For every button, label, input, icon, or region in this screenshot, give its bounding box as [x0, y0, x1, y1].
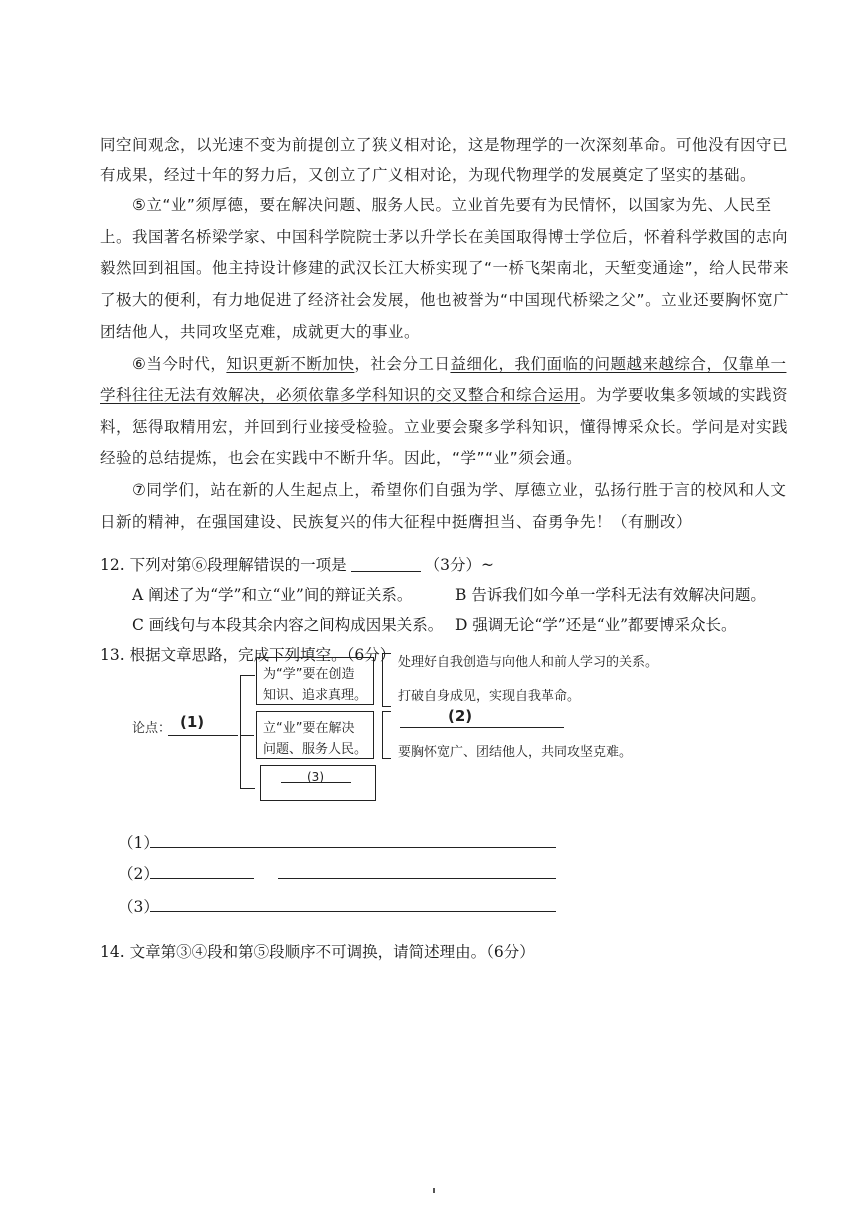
q12-option-c: C 画线句与本段其余内容之间构成因果关系。: [132, 616, 444, 634]
answer-line-3[interactable]: [150, 911, 556, 912]
underlined-sentence: 知识更新不断加快: [226, 355, 355, 373]
argument-box-2: [256, 711, 374, 759]
blank-2-marker: (2): [448, 707, 473, 725]
answer-label-3: （3）: [118, 898, 159, 916]
text-line: 有成果，经过十年的努力后，又创立了广义相对论，为现代物理学的发展奠定了坚实的基础。: [100, 166, 757, 184]
answer-label-1: （1）: [118, 834, 159, 852]
q12-option-a: A 阐述了为“学”和立“业”间的辩证关系。: [132, 586, 413, 604]
blank-3-marker: (3): [307, 770, 324, 784]
paragraph-6-line: [100, 383, 788, 405]
scan-mark: [433, 1188, 435, 1193]
blank-1-marker: (1): [180, 713, 205, 731]
text-span: ，社会分工日: [354, 355, 451, 373]
q12-option-d: D 强调无论“学”还是“业”都要博采众长。: [455, 616, 737, 634]
paragraph-5-line: 毅然回到祖国。他主持设计修建的武汉长江大桥实现了“一桥飞架南北，天堑变通途”，给人民带来: [100, 259, 790, 277]
support-4: 要胸怀宽广、团结他人，共同攻坚克难。: [398, 745, 633, 760]
underlined-sentence: 益细化，我们面临的问题越来越综合，仅靠单一: [450, 355, 787, 373]
box-2-line: 问题、服务人民。: [263, 742, 368, 757]
main-brace: [240, 675, 255, 789]
question-14-stem: 14. 文章第③④段和第⑤段顺序不可调换，请简述理由。（6分）: [100, 943, 535, 961]
box-1-line: 知识、追求真理。: [263, 688, 368, 703]
paragraph-5-line: 了极大的便利，有力地促进了经济社会发展，他也被誉为“中国现代桥梁之父”。立业还要胸怀宽广: [100, 291, 790, 309]
support-1: 处理好自我创造与向他人和前人学习的关系。: [398, 655, 659, 670]
paragraph-6-line: [132, 352, 786, 374]
underlined-sentence: 学科往往无法有效解决: [100, 386, 261, 404]
answer-line-2b[interactable]: [278, 878, 556, 879]
question-12-stem: [100, 553, 494, 575]
question-13-stem: 13. 根据文章思路，完成下列填空。（6分）: [100, 646, 396, 664]
support-2: 打破自身成见，实现自我革命。: [398, 689, 581, 704]
paragraph-6-line: 经验的总结提炼，也会在实践中不断升华。因此，“学”“业”须会通。: [100, 449, 583, 467]
text-span: ⑥当今时代，: [132, 355, 227, 373]
blank-2-line[interactable]: [400, 727, 564, 728]
paragraph-5-line: ⑤立“业”须厚德，要在解决问题、服务人民。立业首先要有为民情怀，以国家为先、人民至: [132, 196, 772, 214]
right-brace-1: [382, 653, 391, 707]
answer-label-2: （2）: [118, 865, 159, 883]
paragraph-6-line: 料，惩得取精用宏，并回到行业接受检验。立业要会聚多学科知识，懂得博采众长。学问是对实践: [100, 418, 789, 436]
underlined-sentence: ，必须依靠多学科知识的交叉整合和综合运用: [260, 386, 581, 404]
text-line: 同空间观念，以光速不变为前提创立了狭义相对论，这是物理学的一次深刻革命。可他没有因守已: [100, 136, 789, 154]
paragraph-7-line: 日新的精神，在强国建设、民族复兴的伟大征程中挺膺担当、奋勇争先！（有删改）: [100, 513, 693, 531]
paragraph-7-line: ⑦同学们，站在新的人生起点上，希望你们自强为学、厚德立业，弘扬行胜于言的校风和人文: [132, 481, 787, 499]
answer-line-1[interactable]: [150, 847, 556, 848]
answer-line-2a[interactable]: [150, 878, 254, 879]
thesis-label: 论点：: [132, 721, 172, 736]
q12-score: （3分）~: [424, 556, 494, 574]
right-brace-2: [382, 711, 391, 759]
blank-1-line[interactable]: [168, 735, 224, 736]
box-1-line: 为“学”要在创造: [263, 667, 355, 682]
connector-line: [224, 735, 238, 736]
answer-blank[interactable]: [351, 557, 421, 572]
q12-option-b: B 告诉我们如今单一学科无法有效解决问题。: [455, 586, 766, 604]
argument-box-1: [256, 657, 374, 705]
argument-box-3: [260, 765, 376, 801]
box-2-line: 立“业”要在解决: [263, 721, 355, 736]
paragraph-5-line: 团结他人，共同攻坚克难，成就更大的事业。: [100, 323, 421, 341]
structure-diagram: [120, 645, 740, 815]
text-span: 。为学要收集多领域的实践资: [580, 386, 789, 404]
paragraph-5-line: 上。我国著名桥梁学家、中国科学院院士茅以升学长在美国取得博士学位后，怀着科学救国的志向: [100, 228, 789, 246]
q12-stem-text: 12. 下列对第⑥段理解错误的一项是: [100, 556, 347, 574]
brace-mid: [240, 735, 254, 736]
